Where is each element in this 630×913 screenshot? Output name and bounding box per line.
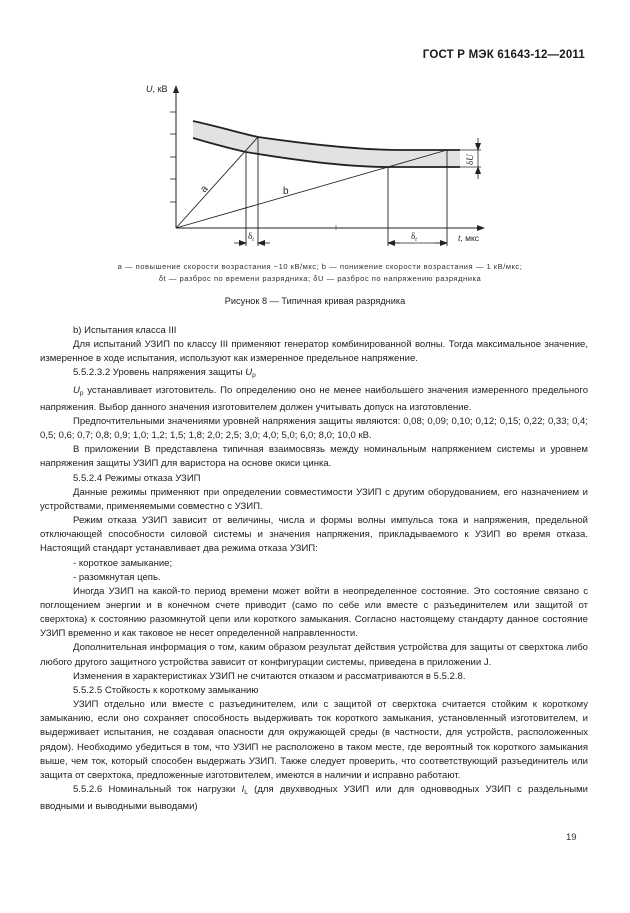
paragraph: Для испытаний УЗИП по классу III применяют генератор комбинированной волны. Тогда максимальное значение, измеренное в ходе испытания, используют как измеренное предельное напряжение.: [40, 339, 588, 365]
delta-t-left-label: $\delta_t$: [248, 231, 254, 243]
delta-t-right-label: $\delta_t$: [411, 231, 417, 243]
paragraph-class-iii-heading: b) Испытания класса III: [73, 325, 177, 336]
figure-legend: [60, 261, 580, 285]
section-heading-5-5-2-5: 5.5.2.5 Стойкость к короткому замыканию: [73, 684, 259, 696]
section-heading-5-5-2-6: 5.5.2.6 Номинальный ток нагрузки $I_L$ (для двухвводных УЗИП или для одновводных УЗИП с раздельными вводными и выводными выводами): [40, 784, 588, 813]
figure-legend-line-1: a — повышение скорости возрастания ~10 кВ/мкс; b — понижение скорости возрастания — 1 кВ/мкс;: [117, 262, 523, 271]
paragraph: Иногда УЗИП на какой-то период времени может войти в неопределенное состояние. Это состояние связано с поглощением энергии и в конечном счете приводит (само по себе или вместе с разъединителем или защитой от сверхтока) к состоянию разомкнутой цепи или короткого замыкания. Согласно настоящему стандарту данное состояние УЗИП временно и как таковое не несет определенной направленности.: [40, 585, 588, 640]
document-header-standard-code: ГОСТ Р МЭК 61643-12—2011: [422, 49, 585, 61]
section-heading-5-5-2-3-2: 5.5.2.3.2 Уровень напряжения защиты $U_p$: [73, 367, 256, 380]
paragraph: Данные режимы применяют при определении совместимости УЗИП с другим оборудованием, его назначением и устройствами, применяемыми совместно с УЗИП.: [40, 486, 588, 512]
figure-caption: Рисунок 8 — Типичная кривая разрядника: [224, 296, 406, 306]
document-body: [40, 324, 588, 814]
paragraph-preferred-values: Предпочтительными значениями уровней напряжения защиты являются: 0,08; 0,09; 0,10; 0,12; 0,15; 0,22; 0,33; 0,4; 0,5; 0,6; 0,7; 0,8; 0,9; 1,0; 1,2; 1,5; 1,8; 2,0; 2,5; 3,0; 4,0; 5,0; 6,0; 8,0; 10,0 кВ.: [40, 415, 588, 442]
spread-band: [193, 121, 460, 167]
line-b-label: b: [283, 186, 289, 197]
paragraph: УЗИП отдельно или вместе с разъединителем, или с защитой от сверхтока считается стойким к короткому замыканию, если оно сохраняет способность выдерживать ток короткого замыкания, установленный изготовителем, и выдерживает испытания, не создавая опасности для окружающей среды (в частности, для устройств, расположенных рядом). Необходимо убедиться в том, что УЗИП не расположено в таком месте, где вероятный ток короткого замыкания выше, чем ток, который способен выдержать УЗИП. Также следует проверить, что соответствующий разъединитель или защита от сверхтока, предложенные изготовителем, имеются в наличии и исправно работают.: [40, 699, 588, 781]
figure-legend-line-2: δt — разброс по времени разрядника; δU — разброс по напряжению разрядника: [158, 274, 482, 283]
paragraph: Дополнительная информация о том, каким образом результат действия устройства для защиты от сверхтока либо любого другого защитного устройства зависит от конфигурации системы, приведена в приложении J.: [40, 642, 588, 668]
paragraph: В приложении В представлена типичная взаимосвязь между номинальным напряжением системы и уровнем напряжения защиты УЗИП для варистора на основе окиси цинка.: [40, 444, 588, 470]
paragraph: Режим отказа УЗИП зависит от величины, числа и формы волны импульса тока и напряжения, предельной отключающей способности силовой системы и значения напряжения, прикладываемого к УЗИП во время отказа. Настоящий стандарт устанавливает два режима отказа УЗИП:: [40, 515, 588, 555]
delta-u-label: δU: [465, 154, 475, 165]
paragraph: $U_p$ устанавливает изготовитель. По определению оно не менее наибольшего значения измеренного предельного напряжения. Выбор данного значения изготовителем должен учитывать допуск на изготовление.: [40, 384, 588, 413]
page-number: 19: [566, 832, 577, 843]
paragraph: Изменения в характеристиках УЗИП не считаются отказом и рассматриваются в 5.5.2.8.: [73, 670, 466, 682]
section-heading-5-5-2-4: 5.5.2.4 Режимы отказа УЗИП: [73, 472, 201, 484]
list-item: - короткое замыкание;: [73, 557, 173, 569]
line-a-label: a: [198, 183, 211, 196]
y-axis-label: U, кВ: [146, 84, 168, 94]
arrester-curve-chart: [0, 78, 630, 258]
list-item: - разомкнутая цепь.: [73, 571, 161, 583]
x-axis-label: t, мкс: [458, 233, 480, 243]
y-axis-ticks: [170, 112, 176, 202]
figure-arrester-curve: [0, 78, 630, 258]
